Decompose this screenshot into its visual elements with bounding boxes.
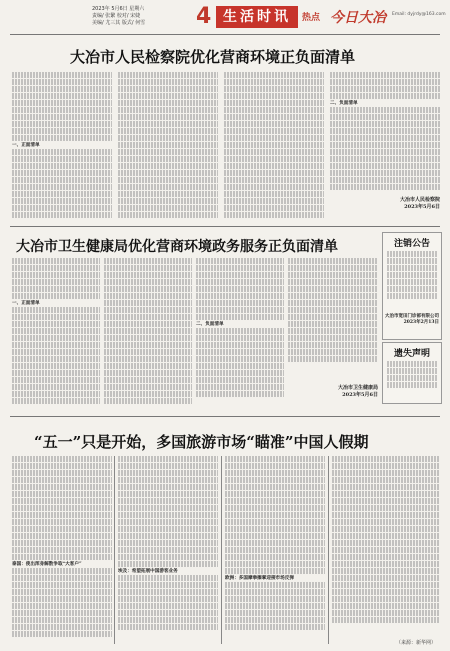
cancellation-notice-title: 注销公告 — [393, 239, 430, 249]
feature-credit: （来源：新华网） — [396, 640, 437, 646]
article2-subhead-1: 一、正面清单 — [12, 301, 40, 306]
article2-signature-org: 大冶市卫生健康局 — [337, 385, 378, 391]
feature-subhead-1: 泰国：使出浑身解数争取“大客户” — [12, 562, 82, 567]
masthead-meta — [92, 6, 212, 27]
article2-column-4 — [288, 258, 378, 378]
feature-column-1 — [12, 456, 112, 646]
column-rule-3 — [328, 456, 329, 644]
feature-column-3 — [225, 456, 325, 646]
paper-name-logo: 今日大冶 — [330, 10, 386, 26]
article1-subhead-2: 二、负面清单 — [330, 101, 358, 106]
section-label: 热点 — [302, 13, 321, 23]
lost-notice — [382, 342, 442, 404]
cancellation-notice — [382, 232, 442, 340]
article1-signature-date: 2023年5月6日 — [404, 204, 440, 210]
column-rule-2 — [221, 456, 222, 644]
article2-column-1 — [12, 258, 100, 408]
article2-column-3 — [196, 258, 284, 408]
cancellation-notice-signature-date: 2023年2月13日 — [403, 320, 439, 325]
article2-subhead-2: 二、负面清单 — [196, 322, 224, 327]
feature-subhead-2: 埃及：希望拓展中国游客业务 — [118, 569, 178, 574]
feature-subhead-3: 欧洲：多国摩拳擦掌迎接市场反弹 — [225, 576, 294, 581]
feature-column-2 — [118, 456, 218, 646]
article2-headline: 大冶市卫生健康局优化营商环境政务服务正负面清单 — [16, 239, 338, 255]
article1-headline: 大冶市人民检察院优化营商环境正负面清单 — [70, 48, 356, 66]
masthead-divider — [10, 34, 440, 35]
feature-column-4 — [332, 456, 440, 636]
section-title: 生活时讯 — [216, 6, 298, 28]
article1-signature-org: 大冶市人民检察院 — [399, 197, 440, 203]
section-divider-1 — [10, 226, 440, 227]
article2-column-2 — [104, 258, 192, 408]
article1-column-1 — [12, 72, 112, 222]
section-divider-2 — [10, 416, 440, 417]
feature-headline: “五一”只是开始，多国旅游市场“瞄准”中国人假期 — [34, 433, 369, 451]
date-line: 2023年 5月6日 星期六 — [92, 6, 145, 12]
article1-column-2 — [118, 72, 218, 222]
column-rule-1 — [114, 456, 115, 644]
designer-line: 美编/ 尤三其 版式/ 何雪 — [92, 20, 146, 26]
article1-column-4 — [330, 72, 440, 192]
lost-notice-body — [387, 361, 437, 397]
article2-signature — [298, 384, 378, 398]
lost-notice-title: 遗失声明 — [393, 349, 430, 359]
masthead — [0, 0, 450, 34]
article1-column-3 — [224, 72, 324, 222]
article1-signature — [360, 196, 440, 210]
email: Email: dyjrdy@163.com — [392, 12, 446, 17]
editor-line: 责编/ 张繁 校对/ 宋婕 — [92, 13, 141, 19]
cancellation-notice-body — [387, 251, 437, 307]
page-number: 4 — [196, 4, 212, 29]
article1-subhead-1: 一、正面清单 — [12, 143, 40, 148]
cancellation-notice-signature — [385, 313, 439, 325]
article2-signature-date: 2023年5月6日 — [342, 392, 378, 398]
cancellation-notice-signature-org: 大冶市宽田门诊部有限公司 — [385, 314, 439, 319]
